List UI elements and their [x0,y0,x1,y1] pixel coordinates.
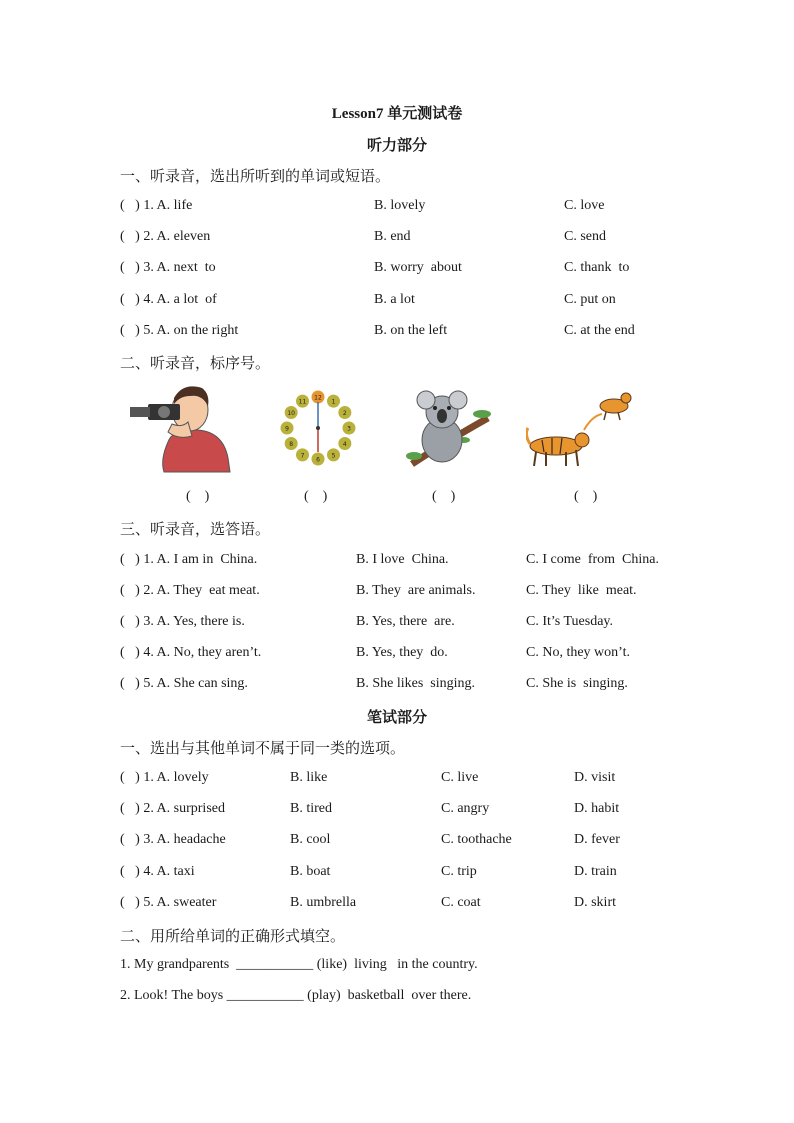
question-option-c: C. send [564,229,606,244]
question-option-b: B. umbrella [290,895,357,910]
question-option-c: C. She is singing. [526,676,628,691]
fill-blank-sentence: 2. Look! The boys ___________ (play) basketball over there. [120,988,472,1003]
question-option-b: B. They are animals. [356,583,476,598]
question-row [120,552,720,572]
answer-blank[interactable]: ( ) [574,489,598,504]
question-option-a: ( ) 1. A. lovely [120,770,209,785]
question-option-c: C. love [564,198,605,213]
question-option-b: B. end [374,229,411,244]
clock-number-label: 8 [289,441,294,448]
question-option-b: B. on the left [374,323,448,338]
question-row [120,770,720,790]
question-option-d: D. visit [574,770,616,785]
listening-part2-heading: 二、听录音，标序号。 [120,356,271,372]
clock-number-label: 10 [287,410,295,417]
fill-blank-item [120,988,720,1008]
question-option-b: B. cool [290,832,331,847]
question-option-b: B. I love China. [356,552,449,567]
question-option-d: D. skirt [574,895,616,910]
question-row [120,229,720,249]
question-option-b: B. lovely [374,198,426,213]
question-option-d: D. train [574,864,617,879]
clock-number-label: 5 [331,452,336,460]
question-option-a: ( ) 5. A. sweater [120,895,217,910]
clock-number-label: 3 [347,425,351,433]
clock-number-label: 11 [298,398,307,406]
question-row [120,614,720,634]
writing-part2-heading: 二、用所给单词的正确形式填空。 [120,929,346,945]
question-option-b: B. worry about [374,260,462,275]
question-row [120,864,720,884]
question-option-b: B. Yes, there are. [356,614,455,629]
question-option-a: ( ) 5. A. She can sing. [120,676,248,691]
answer-blank[interactable]: ( ) [432,489,456,504]
question-option-a: ( ) 3. A. headache [120,832,226,847]
question-row [120,801,720,821]
answer-blank[interactable]: ( ) [186,489,210,504]
question-option-b: B. like [290,770,328,785]
clock-number-label: 6 [316,456,320,464]
clock-number-label: 9 [285,425,289,433]
question-option-c: C. live [441,770,479,785]
question-option-a: ( ) 4. A. a lot of [120,292,217,307]
question-option-d: D. habit [574,801,620,816]
question-row [120,832,720,852]
listening-part1-heading: 一、听录音，选出所听到的单词或短语。 [120,169,391,185]
answer-blank[interactable]: ( ) [304,489,328,504]
question-option-c: C. put on [564,292,616,307]
question-option-a: ( ) 4. A. taxi [120,864,195,879]
writing-part1-heading: 一、选出与其他单词不属于同一类的选项。 [120,741,406,757]
question-option-b: B. a lot [374,292,415,307]
question-row [120,645,720,665]
question-option-c: C. toothache [441,832,512,847]
writing-heading: 笔试部分 [366,710,427,726]
listening-part3-heading: 三、听录音，选答语。 [120,522,271,538]
question-row [120,895,720,915]
question-option-b: B. boat [290,864,331,879]
page-title: Lesson7 单元测试卷 [331,106,463,122]
question-option-a: ( ) 1. A. life [120,198,193,213]
question-row [120,292,720,312]
question-row [120,676,720,696]
question-option-b: B. Yes, they do. [356,645,448,660]
question-option-a: ( ) 3. A. next to [120,260,216,275]
clock-number-label: 1 [331,398,336,406]
question-option-a: ( ) 5. A. on the right [120,323,239,338]
question-option-c: C. thank to [564,260,630,275]
question-option-c: C. No, they won’t. [526,645,630,660]
question-option-a: ( ) 3. A. Yes, there is. [120,614,245,629]
question-option-c: C. trip [441,864,477,879]
koala-picture [402,384,492,472]
photographer-picture [128,380,234,476]
clock-number-label: 12 [314,394,322,402]
fill-blank-sentence: 1. My grandparents ___________ (like) living in the country. [120,957,478,972]
clock-number-label: 2 [342,410,347,417]
question-option-c: C. angry [441,801,490,816]
question-option-c: C. I come from China. [526,552,659,567]
question-option-b: B. She likes singing. [356,676,476,691]
question-option-a: ( ) 2. A. eleven [120,229,211,244]
question-option-c: C. It’s Tuesday. [526,614,614,629]
listening-heading: 听力部分 [366,138,427,154]
question-option-a: ( ) 1. A. I am in China. [120,552,258,567]
question-option-a: ( ) 2. A. surprised [120,801,225,816]
question-option-b: B. tired [290,801,332,816]
tigers-picture [526,388,636,468]
clock-number-label: 4 [342,441,347,448]
question-row [120,583,720,603]
question-option-d: D. fever [574,832,620,847]
question-row [120,323,720,343]
question-option-a: ( ) 2. A. They eat meat. [120,583,260,598]
question-option-c: C. They like meat. [526,583,637,598]
fill-blank-item [120,957,720,977]
question-option-c: C. at the end [564,323,635,338]
question-option-a: ( ) 4. A. No, they aren’t. [120,645,262,660]
clock-number-label: 7 [300,452,305,460]
question-row [120,198,720,218]
clock-picture [278,388,358,468]
question-row [120,260,720,280]
question-option-c: C. coat [441,895,481,910]
